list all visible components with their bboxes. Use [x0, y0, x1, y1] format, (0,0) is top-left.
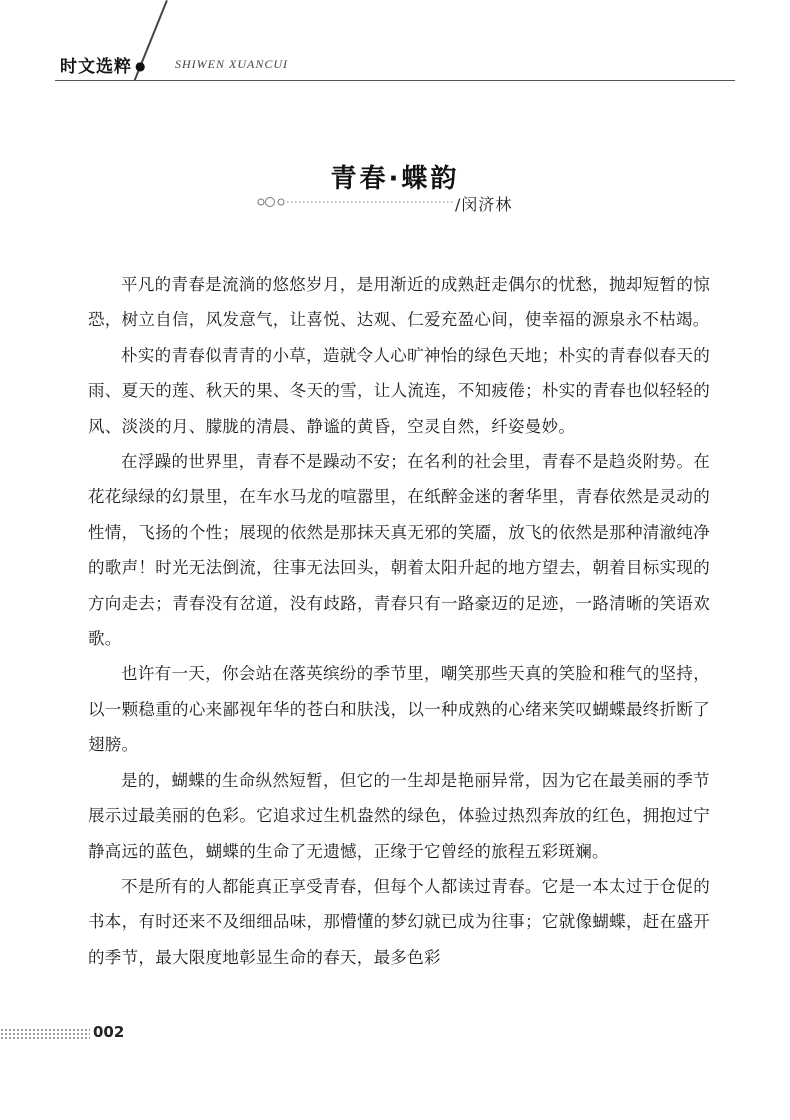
section-title-en: SHIWEN XUANCUI	[175, 57, 288, 71]
bullet-icon: ●	[135, 59, 147, 73]
article-body	[88, 267, 710, 975]
paragraph: 不是所有的人都能真正享受青春，但每个人都读过青春。它是一本太过于仓促的书本，有时还来不及细细品味，那懵懂的梦幻就已成为往事；它就像蝴蝶，赶在盛开的季节，最大限度地彰显生命的春天，最多色彩	[88, 876, 710, 967]
article-title: 青春·蝶韵	[330, 164, 460, 194]
paragraph: 也许有一天，你会站在落英缤纷的季节里，嘲笑那些天真的笑脸和稚气的坚持，以一颗稳重的心来鄙视年华的苍白和肤浅，以一种成熟的心绪来笑叹蝴蝶最终折断了翅膀。	[88, 664, 710, 755]
section-title-cn-text: 时文选粹	[60, 57, 132, 77]
paragraph: 是的，蝴蝶的生命纵然短暂，但它的一生却是艳丽异常，因为它在最美丽的季节展示过最美丽的色彩。它追求过生机盎然的绿色，体验过热烈奔放的红色，拥抱过宁静高远的蓝色，蝴蝶的生命了无遗憾，正缘于它曾经的旅程五彩斑斓。	[88, 770, 710, 861]
title-ornament-icon	[255, 195, 455, 209]
footer-dot-pattern	[0, 1028, 90, 1040]
header-rule	[55, 80, 735, 81]
page-number: 002	[93, 1023, 125, 1041]
paragraph: 在浮躁的世界里，青春不是躁动不安；在名利的社会里，青春不是趋炎附势。在花花绿绿的幻景里，在车水马龙的喧嚣里，在纸醉金迷的奢华里，青春依然是灵动的性情，飞扬的个性；展现的依然是那抹天真无邪的笑靥，放飞的依然是那种清澈纯净的歌声！时光无法倒流，往事无法回头，朝着太阳升起的地方望去，朝着目标实现的方向走去；青春没有岔道，没有歧路，青春只有一路豪迈的足迹，一路清晰的笑语欢歌。	[88, 452, 710, 649]
paragraph: 平凡的青春是流淌的悠悠岁月，是用渐近的成熟赶走偶尔的忧愁，抛却短暂的惊恐，树立自信，风发意气，让喜悦、达观、仁爱充盈心间，使幸福的源泉永不枯竭。	[88, 275, 710, 330]
article-author: /闵济林	[455, 195, 513, 214]
section-title-cn	[60, 52, 146, 77]
paragraph: 朴实的青春似青青的小草，造就令人心旷神怡的绿色天地；朴实的青春似春天的雨、夏天的莲、秋天的果、冬天的雪，让人流连，不知疲倦；朴实的青春也似轻轻的风、淡淡的月、朦胧的清晨、静谧的黄昏，空灵自然，纤姿曼妙。	[88, 345, 710, 436]
